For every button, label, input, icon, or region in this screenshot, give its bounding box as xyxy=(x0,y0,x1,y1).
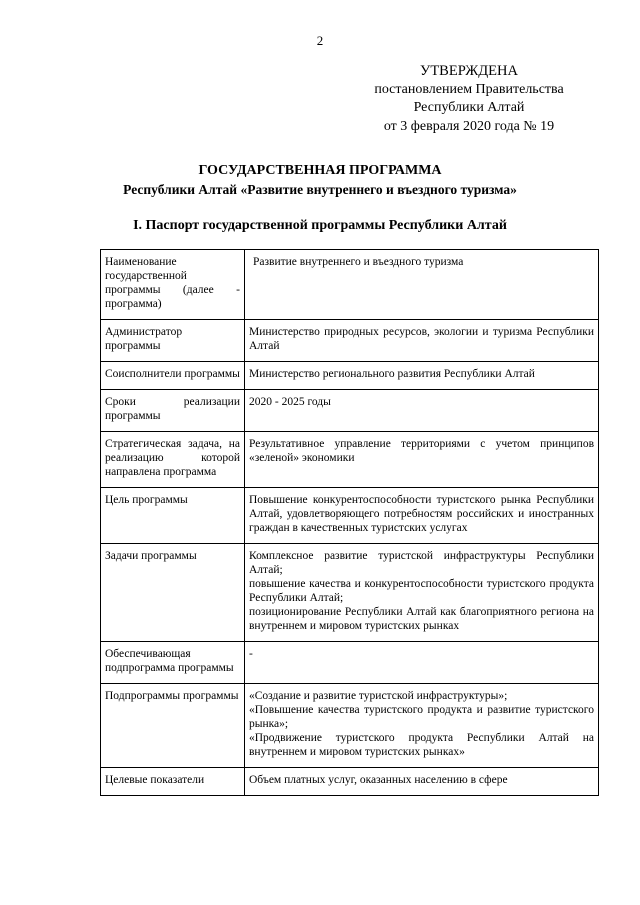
table-row xyxy=(101,250,599,320)
table-row xyxy=(101,390,599,432)
value-line: повышение качества и конкурентоспособности туристского продукта Республики Алтай; xyxy=(249,578,594,604)
value-line: «Повышение качества туристского продукта и развитие туристского рынка»; xyxy=(249,704,594,730)
program-title: ГОСУДАРСТВЕННАЯ ПРОГРАММА xyxy=(198,163,442,178)
row-label: Обеспечивающая подпрограмма программы xyxy=(101,642,245,684)
row-label: Соисполнители программы xyxy=(101,362,245,390)
row-label: Задачи программы xyxy=(101,544,245,642)
value-line: позиционирование Республики Алтай как благоприятного региона на внутреннем и мировом туристских рынках xyxy=(249,606,594,632)
row-label: Целевые показатели xyxy=(101,768,245,796)
approval-line-1: постановлением Правительства xyxy=(374,81,564,97)
row-value xyxy=(245,684,599,768)
row-label: Стратегическая задача, на реализацию которой направлена программа xyxy=(101,432,245,488)
row-value: Развитие внутреннего и въездного туризма xyxy=(245,250,599,320)
value-line: Комплексное развитие туристской инфраструктуры Республики Алтай; xyxy=(249,550,594,576)
page-number: 2 xyxy=(316,33,324,48)
table-row xyxy=(101,488,599,544)
row-value: Министерство природных ресурсов, экологии и туризма Республики Алтай xyxy=(245,320,599,362)
approval-title: УТВЕРЖДЕНА xyxy=(420,63,518,79)
row-value: Министерство регионального развития Республики Алтай xyxy=(245,362,599,390)
row-value: Объем платных услуг, оказанных населению в сфере xyxy=(245,768,599,796)
row-value xyxy=(245,544,599,642)
row-value: 2020 - 2025 годы xyxy=(245,390,599,432)
table-row xyxy=(101,320,599,362)
value-line: «Продвижение туристского продукта Республики Алтай на внутреннем и мировом туристских рынках» xyxy=(249,732,594,758)
approval-line-3: от 3 февраля 2020 года № 19 xyxy=(383,118,555,134)
approval-line-2: Республики Алтай xyxy=(413,100,525,115)
row-label: Цель программы xyxy=(101,488,245,544)
row-value: Повышение конкурентоспособности туристского рынка Республики Алтай, удовлетворяющего потребностям российских и иностранных граждан в качественных туристских услугах xyxy=(245,488,599,544)
row-label: Администратор программы xyxy=(101,320,245,362)
table-row xyxy=(101,362,599,390)
row-label: Сроки реализации программы xyxy=(101,390,245,432)
table-row xyxy=(101,432,599,488)
approval-stamp xyxy=(354,62,584,136)
table-row xyxy=(101,684,599,768)
row-value: - xyxy=(245,642,599,684)
table-row xyxy=(101,768,599,796)
value-line: «Создание и развитие туристской инфраструктуры»; xyxy=(249,690,508,702)
program-subtitle: Республики Алтай «Развитие внутреннего и въездного туризма» xyxy=(123,182,517,197)
row-label: Подпрограммы программы xyxy=(101,684,245,768)
row-label: Наименование государственной программы (далее - программа) xyxy=(101,250,245,320)
passport-table xyxy=(100,249,599,796)
table-row xyxy=(101,544,599,642)
row-value: Результативное управление территориями с учетом принципов «зеленой» экономики xyxy=(245,432,599,488)
section-title: I. Паспорт государственной программы Республики Алтай xyxy=(133,218,507,233)
table-row xyxy=(101,642,599,684)
